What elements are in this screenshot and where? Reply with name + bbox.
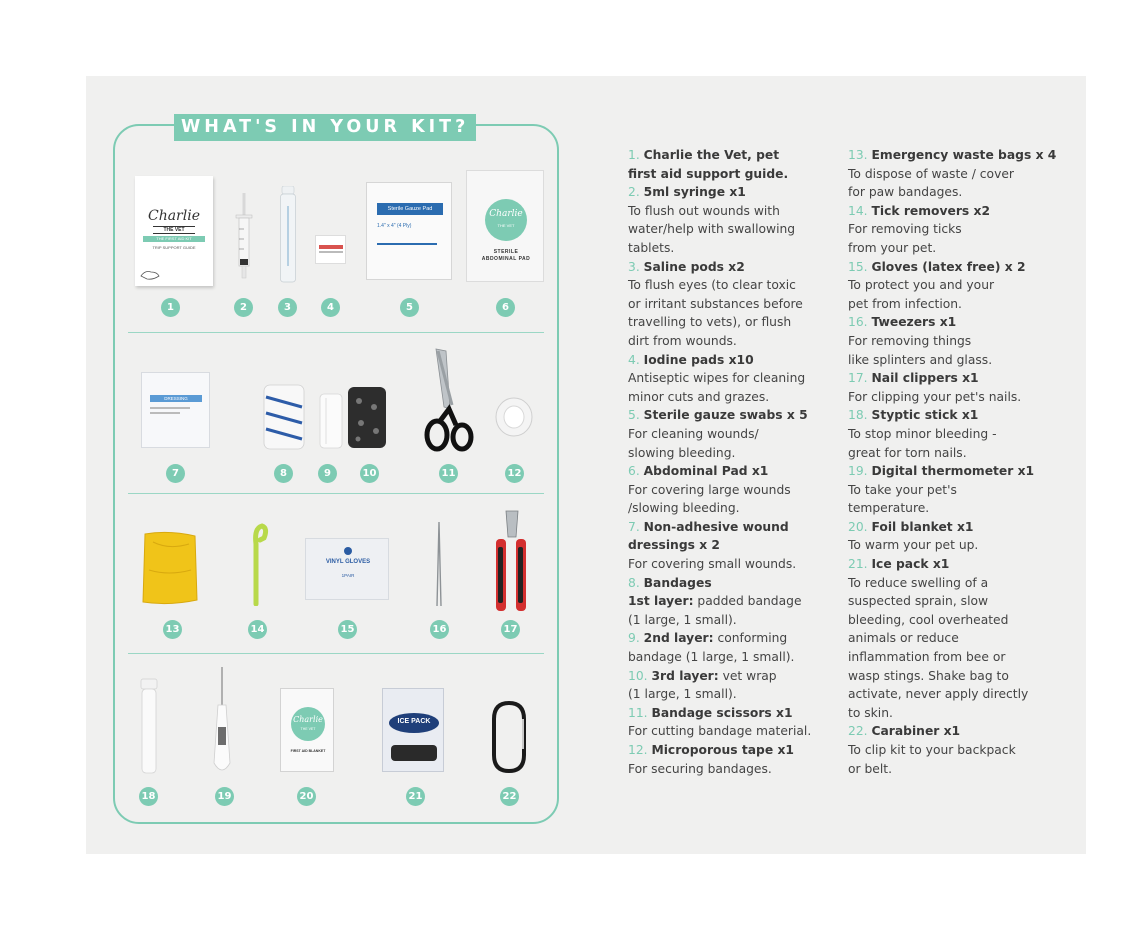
foil-blanket-label: FIRST AID BLANKET — [290, 749, 326, 753]
list-item-desc: For cleaning wounds/ — [628, 426, 759, 441]
list-item-desc: water/help with swallowing — [628, 222, 796, 237]
list-item-desc: wasp stings. Shake bag to — [848, 668, 1009, 683]
item-number-badge: 3 — [278, 298, 297, 317]
list-item-desc: For securing bandages. — [628, 761, 772, 776]
dog-sketch-icon — [139, 266, 163, 282]
vet-wrap-image — [346, 385, 388, 450]
list-item-title: 10. 3rd layer: vet wrap — [628, 668, 777, 683]
item-number-badge: 14 — [248, 620, 267, 639]
item-number-badge: 13 — [163, 620, 182, 639]
list-item-desc: /slowing bleeding. — [628, 501, 740, 516]
item-number-badge: 17 — [501, 620, 520, 639]
list-item-desc: inflammation from bee or — [848, 650, 1006, 665]
item-number-badge: 2 — [234, 298, 253, 317]
item-list-column-1 — [628, 146, 811, 778]
list-item-title: 5. Sterile gauze swabs x 5 — [628, 408, 808, 423]
microporous-tape-image — [494, 396, 534, 438]
list-item-desc: Antiseptic wipes for cleaning — [628, 371, 806, 386]
list-item-desc: For cutting bandage material. — [628, 724, 812, 739]
gauze-pack-label: Sterile Gauze Pad — [377, 203, 443, 215]
list-item-title: 1. Charlie the Vet, pet — [628, 148, 780, 162]
list-item-desc: For covering small wounds. — [628, 557, 797, 572]
list-item-desc: dirt from wounds. — [628, 333, 737, 348]
list-item-title: 21. Ice pack x1 — [848, 557, 950, 572]
list-item-title: 4. Iodine pads x10 — [628, 352, 754, 367]
item-number-badge: 16 — [430, 620, 449, 639]
item-number-badge: 7 — [166, 464, 185, 483]
item-number-badge: 22 — [500, 787, 519, 806]
iodine-pad-image — [315, 235, 346, 264]
item-number-badge: 15 — [338, 620, 357, 639]
bandage-scissors-image — [424, 347, 474, 455]
list-item-desc: (1 large, 1 small). — [628, 612, 737, 627]
list-item-desc: To stop minor bleeding - — [848, 426, 997, 441]
waste-bags-image — [139, 530, 201, 608]
list-item-desc: To reduce swelling of a — [848, 575, 989, 590]
vinyl-gloves-sub: 1PAIR — [341, 573, 355, 578]
vinyl-gloves-label: VINYL GLOVES — [325, 559, 371, 565]
guide-brand: Charlie — [147, 208, 200, 224]
guide-subtitle-2: TRIP SUPPORT GUIDE — [152, 245, 196, 250]
list-item-desc: or belt. — [848, 761, 893, 776]
list-item-title: 15. Gloves (latex free) x 2 — [848, 259, 1026, 274]
list-item-desc: travelling to vets), or flush — [628, 315, 792, 330]
item-number-badge: 12 — [505, 464, 524, 483]
list-item-title-cont: dressings x 2 — [628, 538, 720, 553]
list-item-desc: (1 large, 1 small). — [628, 687, 737, 702]
item-number-badge: 1 — [161, 298, 180, 317]
list-item-desc: To flush out wounds with — [628, 203, 780, 218]
list-item-desc: bandage (1 large, 1 small). — [628, 650, 795, 665]
list-item-title: 13. Emergency waste bags x 4 — [848, 148, 1057, 162]
foil-blanket-brand: Charlie — [293, 715, 323, 724]
list-item-desc: like splinters and glass. — [848, 352, 993, 367]
item-number-badge: 18 — [139, 787, 158, 806]
abdominal-pad-brand: Charlie — [489, 209, 523, 219]
tick-remover-image — [246, 520, 270, 606]
item-number-badge: 8 — [274, 464, 293, 483]
list-item-desc: To clip kit to your backpack — [848, 743, 1016, 757]
abdominal-pad-image — [466, 170, 544, 282]
list-item-desc: To dispose of waste / cover — [848, 166, 1014, 181]
list-item-desc: tablets. — [628, 240, 675, 255]
item-number-badge: 6 — [496, 298, 515, 317]
list-item-desc: To warm your pet up. — [848, 538, 979, 553]
vinyl-gloves-image — [305, 538, 389, 600]
list-item-title: 20. Foil blanket x1 — [848, 519, 974, 534]
list-item-desc: To protect you and your — [848, 278, 995, 293]
row-divider — [128, 653, 544, 654]
list-item-desc: for paw bandages. — [848, 185, 963, 200]
item-list-column-2 — [848, 146, 1056, 778]
kit-title: WHAT'S IN YOUR KIT? — [174, 114, 476, 141]
list-item-title: 18. Styptic stick x1 — [848, 408, 979, 423]
conforming-bandage-image — [318, 392, 344, 450]
list-item-desc: For covering large wounds — [628, 482, 791, 497]
row-divider — [128, 493, 544, 494]
gauze-pack-size: 1.4" x 4" (4 Ply) — [377, 223, 412, 229]
item-number-badge: 21 — [406, 787, 425, 806]
list-item-desc: pet from infection. — [848, 296, 962, 311]
list-item-desc: slowing bleeding. — [628, 445, 736, 460]
padded-bandage-image — [262, 383, 306, 451]
list-item-title: 14. Tick removers x2 — [848, 203, 991, 218]
guide-subtitle: THE FIRST AID KIT — [143, 236, 205, 242]
list-item-title: 17. Nail clippers x1 — [848, 371, 979, 386]
list-item-title-cont: first aid support guide. — [628, 166, 789, 181]
nail-clippers-image — [490, 507, 532, 613]
syringe-image — [232, 193, 256, 287]
list-item-desc: activate, never apply directly — [848, 687, 1029, 702]
ice-pack-image — [382, 688, 444, 772]
list-item-desc: minor cuts and grazes. — [628, 389, 770, 404]
list-item-title: 6. Abdominal Pad x1 — [628, 464, 769, 479]
item-number-badge: 9 — [318, 464, 337, 483]
item-number-badge: 10 — [360, 464, 379, 483]
list-item-desc: For removing things — [848, 333, 972, 348]
list-item-title: 8. Bandages — [628, 575, 712, 590]
abdominal-pad-label: STERILE ABDOMINAL PAD — [481, 249, 531, 262]
tweezers-image — [434, 520, 444, 608]
list-item-title: 22. Carabiner x1 — [848, 724, 961, 739]
digital-thermometer-image — [208, 665, 236, 779]
ice-pack-label: ICE PACK — [397, 718, 431, 725]
item-number-badge: 5 — [400, 298, 419, 317]
list-item-desc: animals or reduce — [848, 631, 959, 646]
list-item-desc: temperature. — [848, 501, 930, 516]
carabiner-image — [490, 699, 528, 775]
gauze-pack-image — [366, 182, 452, 280]
saline-pod-image — [279, 186, 297, 286]
list-item-desc: or irritant substances before — [628, 296, 803, 311]
guide-brand-sub: THE VET — [153, 226, 195, 234]
list-item-title: 16. Tweezers x1 — [848, 315, 957, 330]
list-item-desc: 1st layer: padded bandage — [628, 594, 802, 609]
list-item-desc: To flush eyes (to clear toxic — [628, 278, 796, 293]
list-item-desc: For removing ticks — [848, 222, 962, 237]
abdominal-pad-brand-sub: THE VET — [497, 223, 515, 228]
list-item-desc: from your pet. — [848, 240, 937, 255]
item-number-badge: 20 — [297, 787, 316, 806]
list-item-title: 9. 2nd layer: conforming — [628, 631, 788, 646]
item-number-badge: 4 — [321, 298, 340, 317]
list-item-title: 11. Bandage scissors x1 — [628, 705, 793, 720]
list-item-desc: For clipping your pet's nails. — [848, 389, 1022, 404]
foil-blanket-brand-sub: THE VET — [300, 727, 316, 731]
list-item-title: 2. 5ml syringe x1 — [628, 185, 746, 200]
guide-book-image — [135, 176, 213, 286]
foil-blanket-image — [280, 688, 334, 772]
list-item-title: 12. Microporous tape x1 — [628, 743, 794, 757]
list-item-title: 7. Non-adhesive wound — [628, 519, 789, 534]
list-item-desc: To take your pet's — [848, 482, 957, 497]
list-item-desc: suspected sprain, slow — [848, 594, 989, 609]
dressing-label: DRESSING — [150, 395, 202, 402]
list-item-desc: to skin. — [848, 705, 893, 720]
styptic-stick-image — [138, 677, 160, 775]
list-item-title: 19. Digital thermometer x1 — [848, 464, 1035, 479]
item-number-badge: 11 — [439, 464, 458, 483]
list-item-desc: great for torn nails. — [848, 445, 967, 460]
list-item-desc: bleeding, cool overheated — [848, 612, 1009, 627]
item-number-badge: 19 — [215, 787, 234, 806]
list-item-title: 3. Saline pods x2 — [628, 259, 745, 274]
row-divider — [128, 332, 544, 333]
dressing-pack-image — [141, 372, 210, 448]
